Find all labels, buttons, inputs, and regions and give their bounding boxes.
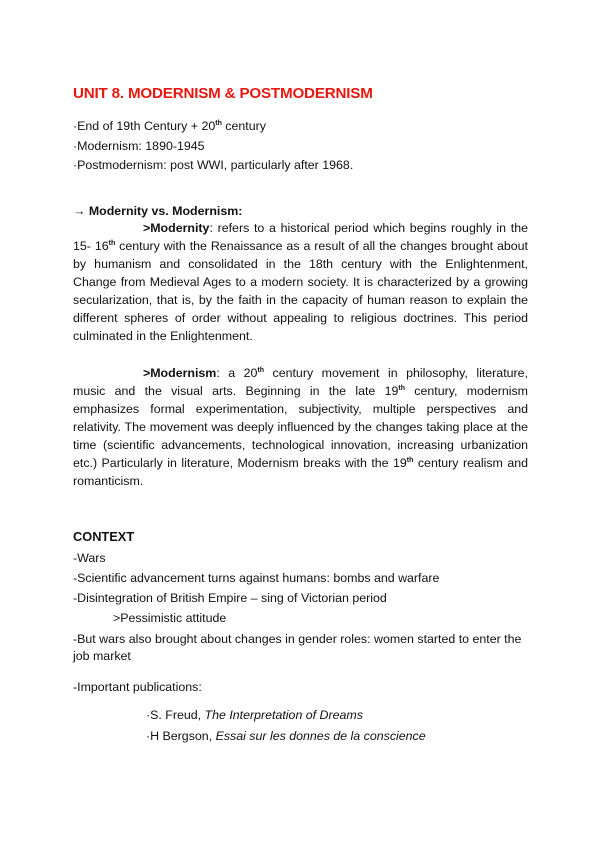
section-heading: → Modernity vs. Modernism: <box>73 204 243 218</box>
context-heading: CONTEXT <box>73 529 135 544</box>
superscript: th <box>215 120 222 127</box>
context-list <box>73 549 533 665</box>
publication-item <box>146 706 426 727</box>
publication-title: Essai sur les donnes de la conscience <box>215 729 426 743</box>
publication-title: The Interpretation of Dreams <box>204 708 363 722</box>
publications-list <box>146 706 426 748</box>
intro-line-text: century <box>221 119 266 133</box>
intro-line-periods <box>73 117 533 137</box>
intro-list <box>73 117 533 176</box>
superscript: th <box>257 367 265 374</box>
modernism-paragraph <box>73 364 528 490</box>
paragraph-text: : a 20 <box>216 366 258 380</box>
publication-item <box>146 727 426 748</box>
page-title: UNIT 8. MODERNISM & POSTMODERNISM <box>73 85 373 102</box>
list-item: -Scientific advancement turns against humans: bombs and warfare <box>73 571 440 585</box>
modernity-paragraph <box>73 219 528 345</box>
publications-label: -Important publications: <box>73 680 202 694</box>
list-item: >Pessimistic attitude <box>113 611 227 625</box>
modernity-term: >Modernity <box>143 221 210 235</box>
list-item: -But wars also brought about changes in gender roles: women started to enter the job market <box>73 632 522 663</box>
intro-line-modernism: ·Modernism: 1890-1945 <box>73 138 205 153</box>
intro-line-postmodernism: ·Postmodernism: post WWI, particularly after 1968. <box>73 158 354 172</box>
superscript: th <box>108 240 116 247</box>
list-item: -Wars <box>73 551 106 565</box>
paragraph-text: century with the Renaissance as a result of all the changes brought about by humanism and consolidated in the 18th century with the Enlightenment, Change from Medieval Ages to a modern society. It is characterized by a growing secularization, that is, by the faith in the capacity of human reason to explain the different spheres of order without appealing to religious doctrines. This period culminated in the Enlightenment. <box>73 239 528 343</box>
superscript: th <box>406 457 414 464</box>
publication-author: ·H Bergson, <box>146 729 216 743</box>
list-item: -Disintegration of British Empire – sing of Victorian period <box>73 591 387 605</box>
paragraph-text: century realism and romanticism. <box>73 456 528 488</box>
publication-author: ·S. Freud, <box>146 708 205 722</box>
intro-line-text: ·End of 19th Century + 20 <box>73 119 216 133</box>
paragraph-text: century movement in philosophy, literature, music and the visual arts. Beginning in the late 19 <box>73 366 528 398</box>
superscript: th <box>398 385 405 392</box>
paragraph-text: century, modernism emphasizes formal experimentation, subjectivity, multiple perspectives and relativity. The movement was deeply influenced by the changes taking place at the time (scientific advancements, technological innovation, increasing urbanization etc.) Particularly in literature, Modernism breaks with the 19 <box>73 384 528 470</box>
paragraph-text: : refers to a historical period which begins roughly in the 15- 16 <box>73 221 528 253</box>
modernism-term: >Modernism <box>143 366 217 380</box>
